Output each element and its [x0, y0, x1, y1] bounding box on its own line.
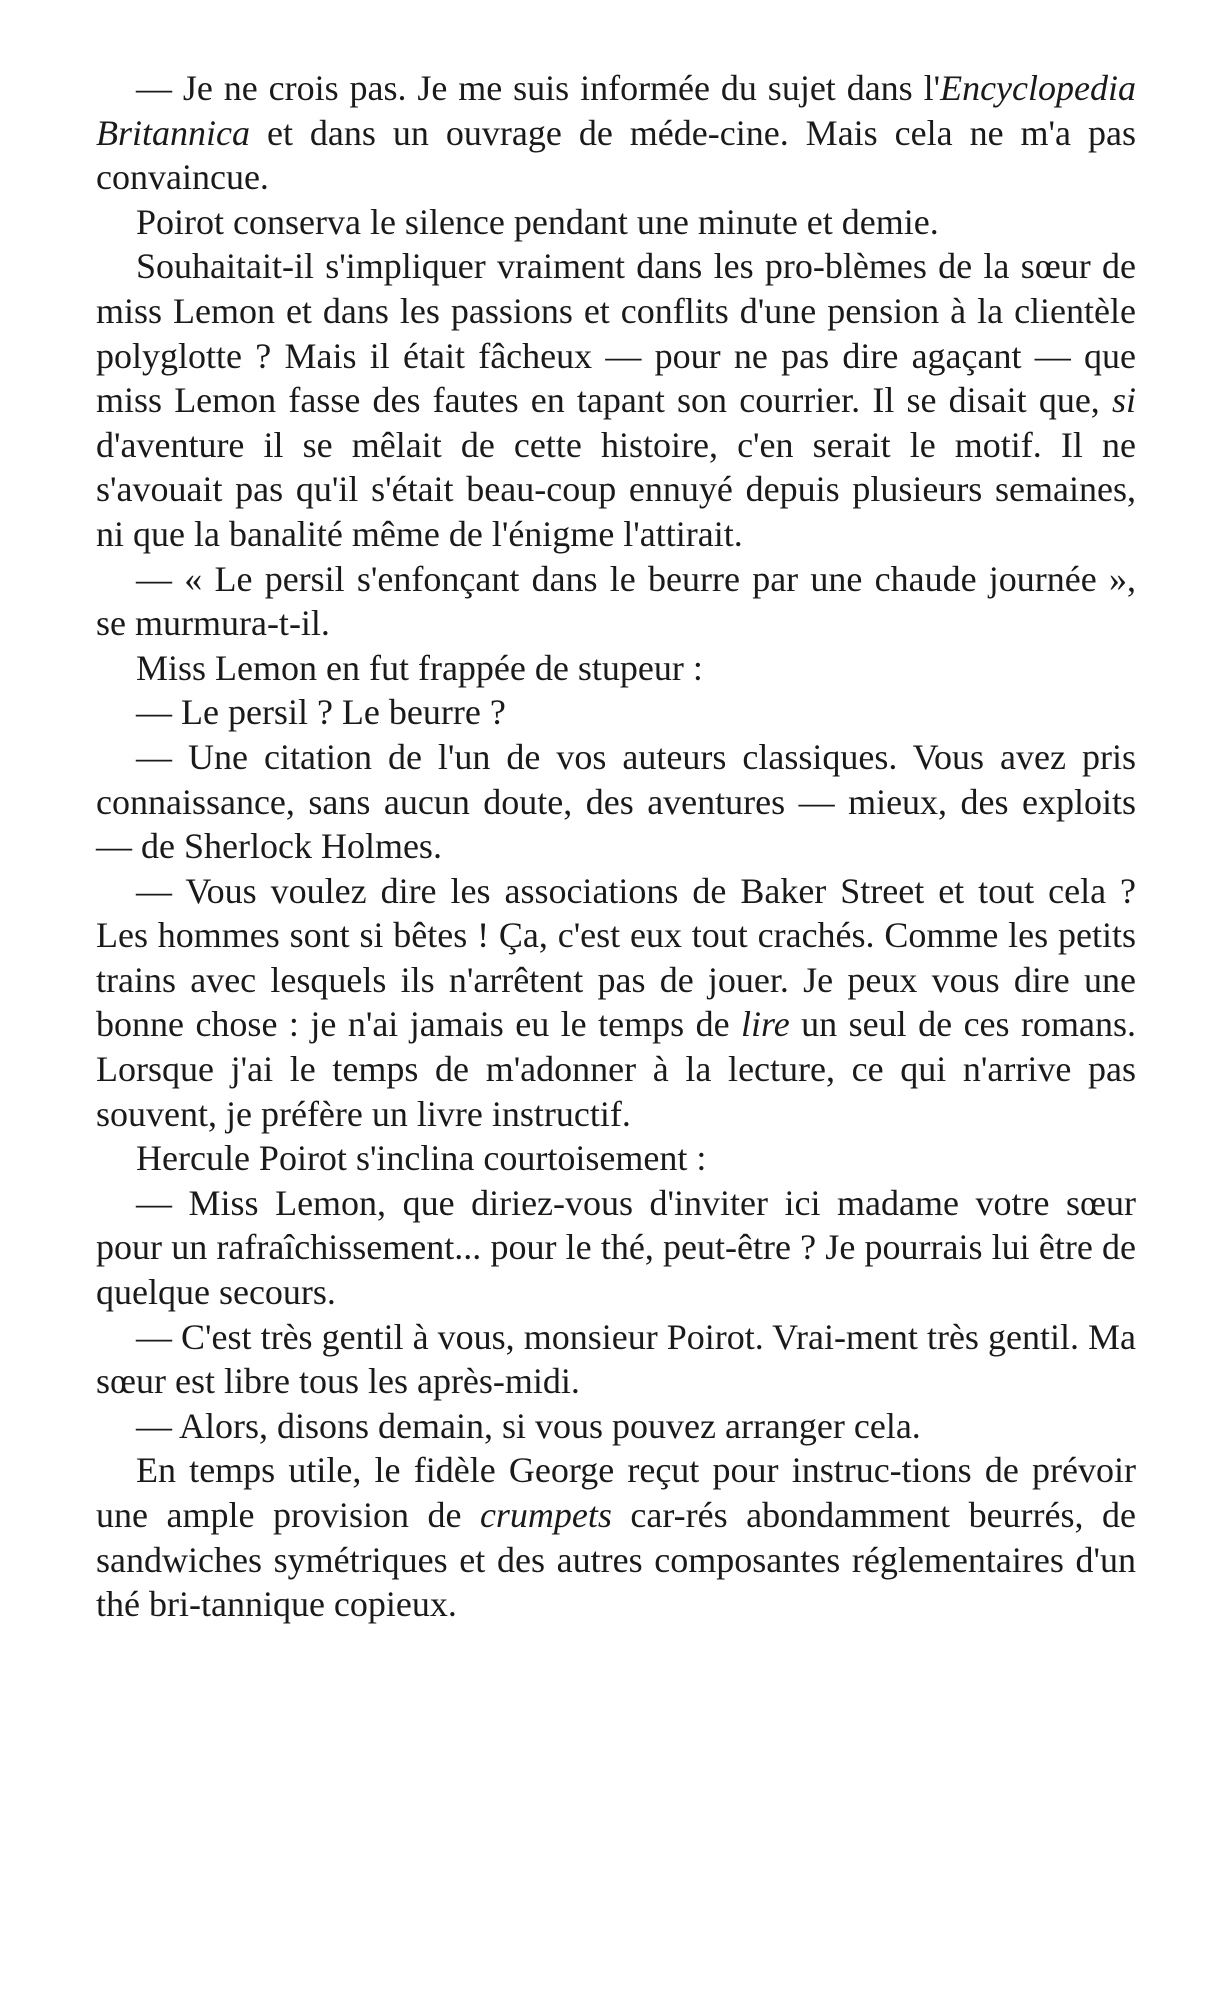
paragraph: — Miss Lemon, que diriez-vous d'inviter ici madame votre sœur pour un rafraîchissement... pour le thé, peut-être ? Je pourrais lui être de quelque secours.	[96, 1182, 1136, 1313]
paragraph: — C'est très gentil à vous, monsieur Poirot. Vrai-ment très gentil. Ma sœur est libre tous les après-midi.	[96, 1316, 1136, 1402]
paragraph: — Une citation de l'un de vos auteurs classiques. Vous avez pris connaissance, sans aucun doute, des aventures — mieux, des exploits — de Sherlock Holmes.	[96, 736, 1136, 867]
paragraph: — Le persil ? Le beurre ?	[136, 692, 506, 733]
paragraph: — Vous voulez dire les associations de Baker Street et tout cela ? Les hommes sont si bêtes ! Ça, c'est eux tout crachés. Comme les petits trains avec lesquels ils n'arrêtent pas de jouer. Je peux vous dire une bonne chose : je n'ai jamais eu le temps de lire un seul de ces romans. Lorsque j'ai le temps de m'adonner à la lecture, ce qui n'arrive pas souvent, je préfère un livre instructif.	[96, 870, 1136, 1134]
paragraph: En temps utile, le fidèle George reçut pour instruc-tions de prévoir une ample provision de crumpets car-rés abondamment beurrés, de sandwiches symétriques et des autres composantes réglementaires d'un thé bri-tannique copieux.	[96, 1450, 1136, 1625]
paragraph: Miss Lemon en fut frappée de stupeur :	[136, 647, 703, 688]
paragraph: — « Le persil s'enfonçant dans le beurre par une chaude journée », se murmura-t-il.	[96, 558, 1136, 644]
paragraph: Souhaitait-il s'impliquer vraiment dans les pro-blèmes de la sœur de miss Lemon et dans les passions et conflits d'une pension à la clientèle polyglotte ? Mais il était fâcheux — pour ne pas dire agaçant — que miss Lemon fasse des fautes en tapant son courrier. Il se disait que, si d'aventure il se mêlait de cette histoire, c'en serait le motif. Il ne s'avouait pas qu'il s'était beau-coup ennuyé depuis plusieurs semaines, ni que la banalité même de l'énigme l'attirait.	[96, 246, 1136, 554]
paragraph: — Je ne crois pas. Je me suis informée du sujet dans l'Encyclopedia Britannica et dans un ouvrage de méde-cine. Mais cela ne m'a pas convaincue.	[96, 68, 1136, 198]
paragraph: — Alors, disons demain, si vous pouvez arranger cela.	[136, 1405, 921, 1446]
page-body	[96, 66, 1136, 1627]
paragraph: Hercule Poirot s'inclina courtoisement :	[136, 1138, 707, 1179]
paragraph: Poirot conserva le silence pendant une minute et demie.	[136, 201, 939, 242]
